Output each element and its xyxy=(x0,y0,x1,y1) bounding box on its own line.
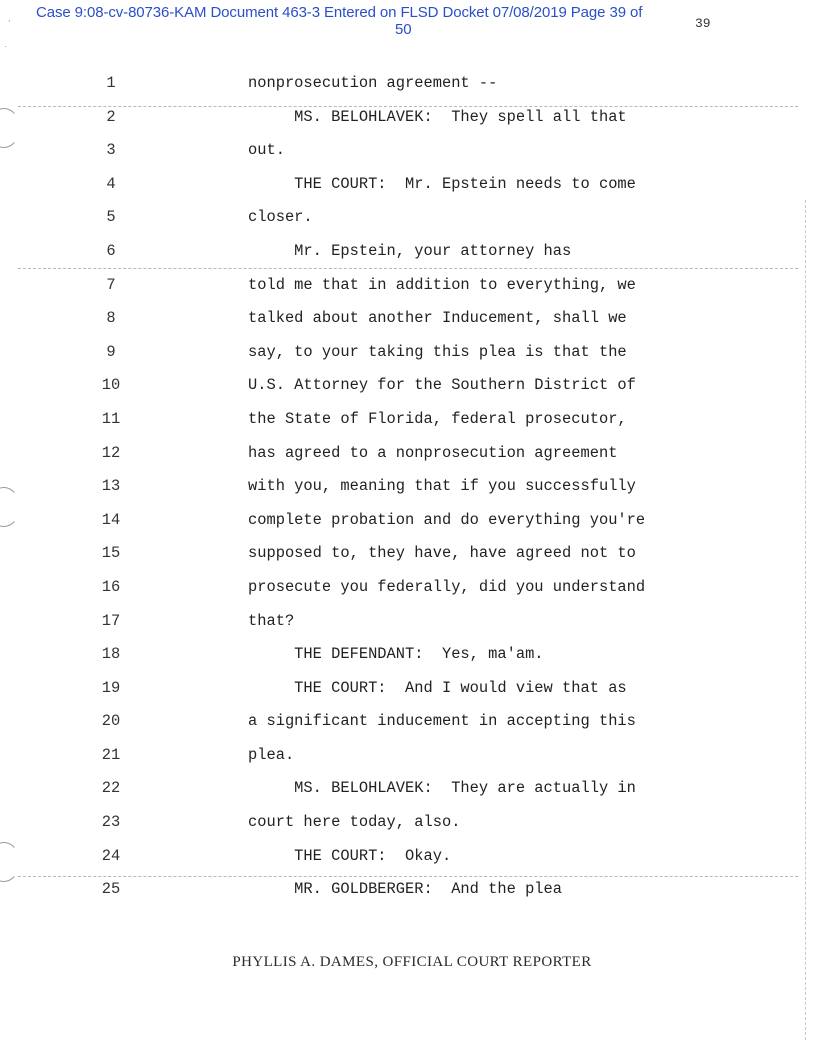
line-text: complete probation and do everything you're xyxy=(248,510,646,529)
line-number: 20 xyxy=(101,712,121,731)
line-text: court here today, also. xyxy=(248,813,461,832)
line-text: MS. BELOHLAVEK: They spell all that xyxy=(248,107,627,126)
transcript-line xyxy=(0,879,816,913)
line-number: 23 xyxy=(101,813,121,832)
line-text: closer. xyxy=(248,208,313,227)
line-text: THE COURT: And I would view that as xyxy=(248,678,627,697)
transcript-line xyxy=(0,510,816,544)
scan-speck: . xyxy=(4,40,7,49)
line-number: 16 xyxy=(101,577,121,596)
transcript-body xyxy=(0,73,816,913)
line-text: has agreed to a nonprosecution agreement xyxy=(248,443,618,462)
transcript-line xyxy=(0,812,816,846)
line-number: 2 xyxy=(106,107,116,126)
line-number: 11 xyxy=(101,409,121,428)
transcript-line xyxy=(0,678,816,712)
line-number: 12 xyxy=(101,443,121,462)
transcript-line xyxy=(0,375,816,409)
line-text: with you, meaning that if you successfully xyxy=(248,477,636,496)
line-number: 22 xyxy=(101,779,121,798)
line-number: 15 xyxy=(101,544,121,563)
docket-header xyxy=(36,4,756,38)
line-text: talked about another Inducement, shall we xyxy=(248,309,627,328)
transcript-line xyxy=(0,846,816,880)
line-text: THE COURT: Okay. xyxy=(248,846,452,865)
line-number: 4 xyxy=(106,174,116,193)
line-number: 8 xyxy=(106,309,116,328)
line-number: 5 xyxy=(106,208,116,227)
line-number: 19 xyxy=(101,678,121,697)
line-text: say, to your taking this plea is that the xyxy=(248,342,627,361)
transcript-line xyxy=(0,241,816,275)
transcript-line xyxy=(0,745,816,779)
original-page-number: 39 xyxy=(695,16,711,31)
transcript-line xyxy=(0,409,816,443)
line-text: plea. xyxy=(248,745,295,764)
line-text: told me that in addition to everything, we xyxy=(248,275,636,294)
line-number: 21 xyxy=(101,745,121,764)
line-number: 18 xyxy=(101,645,121,664)
line-text: U.S. Attorney for the Southern District of xyxy=(248,376,636,395)
transcript-line xyxy=(0,140,816,174)
line-number: 25 xyxy=(101,880,121,899)
line-text: MS. BELOHLAVEK: They are actually in xyxy=(248,779,636,798)
transcript-line xyxy=(0,107,816,141)
line-text: supposed to, they have, have agreed not to xyxy=(248,544,636,563)
transcript-line xyxy=(0,543,816,577)
line-text: prosecute you federally, did you understand xyxy=(248,577,646,596)
transcript-line xyxy=(0,644,816,678)
line-number: 17 xyxy=(101,611,121,630)
line-number: 10 xyxy=(101,376,121,395)
transcript-line xyxy=(0,476,816,510)
line-text: THE COURT: Mr. Epstein needs to come xyxy=(248,174,636,193)
line-text: out. xyxy=(248,141,285,160)
line-number: 1 xyxy=(106,74,116,92)
transcript-line xyxy=(0,275,816,309)
line-text: MR. GOLDBERGER: And the plea xyxy=(248,880,563,899)
court-reporter-footer: PHYLLIS A. DAMES, OFFICIAL COURT REPORTER xyxy=(232,954,592,970)
transcript-line xyxy=(0,577,816,611)
line-text: that? xyxy=(248,611,295,630)
line-text: Mr. Epstein, your attorney has xyxy=(248,241,572,260)
line-number: 24 xyxy=(101,846,121,865)
line-number: 13 xyxy=(101,477,121,496)
line-text: a significant inducement in accepting this xyxy=(248,712,636,731)
line-number: 7 xyxy=(106,275,116,294)
line-number: 3 xyxy=(106,141,116,160)
transcript-line xyxy=(0,174,816,208)
docket-header-line1: Case 9:08-cv-80736-KAM Document 463-3 Entered on FLSD Docket 07/08/2019 Page 39 of xyxy=(36,4,643,21)
line-number: 9 xyxy=(106,342,116,361)
line-text: nonprosecution agreement -- xyxy=(248,74,498,92)
line-number: 6 xyxy=(106,241,116,260)
transcript-line xyxy=(0,443,816,477)
transcript-line xyxy=(0,778,816,812)
line-text: the State of Florida, federal prosecutor, xyxy=(248,409,627,428)
transcript-line xyxy=(0,711,816,745)
transcript-line xyxy=(0,308,816,342)
scan-speck: , xyxy=(8,14,11,23)
line-number: 14 xyxy=(101,510,121,529)
transcript-line xyxy=(0,207,816,241)
line-text: THE DEFENDANT: Yes, ma'am. xyxy=(248,645,544,664)
transcript-line xyxy=(0,611,816,645)
transcript-line xyxy=(0,73,816,107)
docket-header-line2: 50 xyxy=(395,21,412,38)
transcript-line xyxy=(0,342,816,376)
